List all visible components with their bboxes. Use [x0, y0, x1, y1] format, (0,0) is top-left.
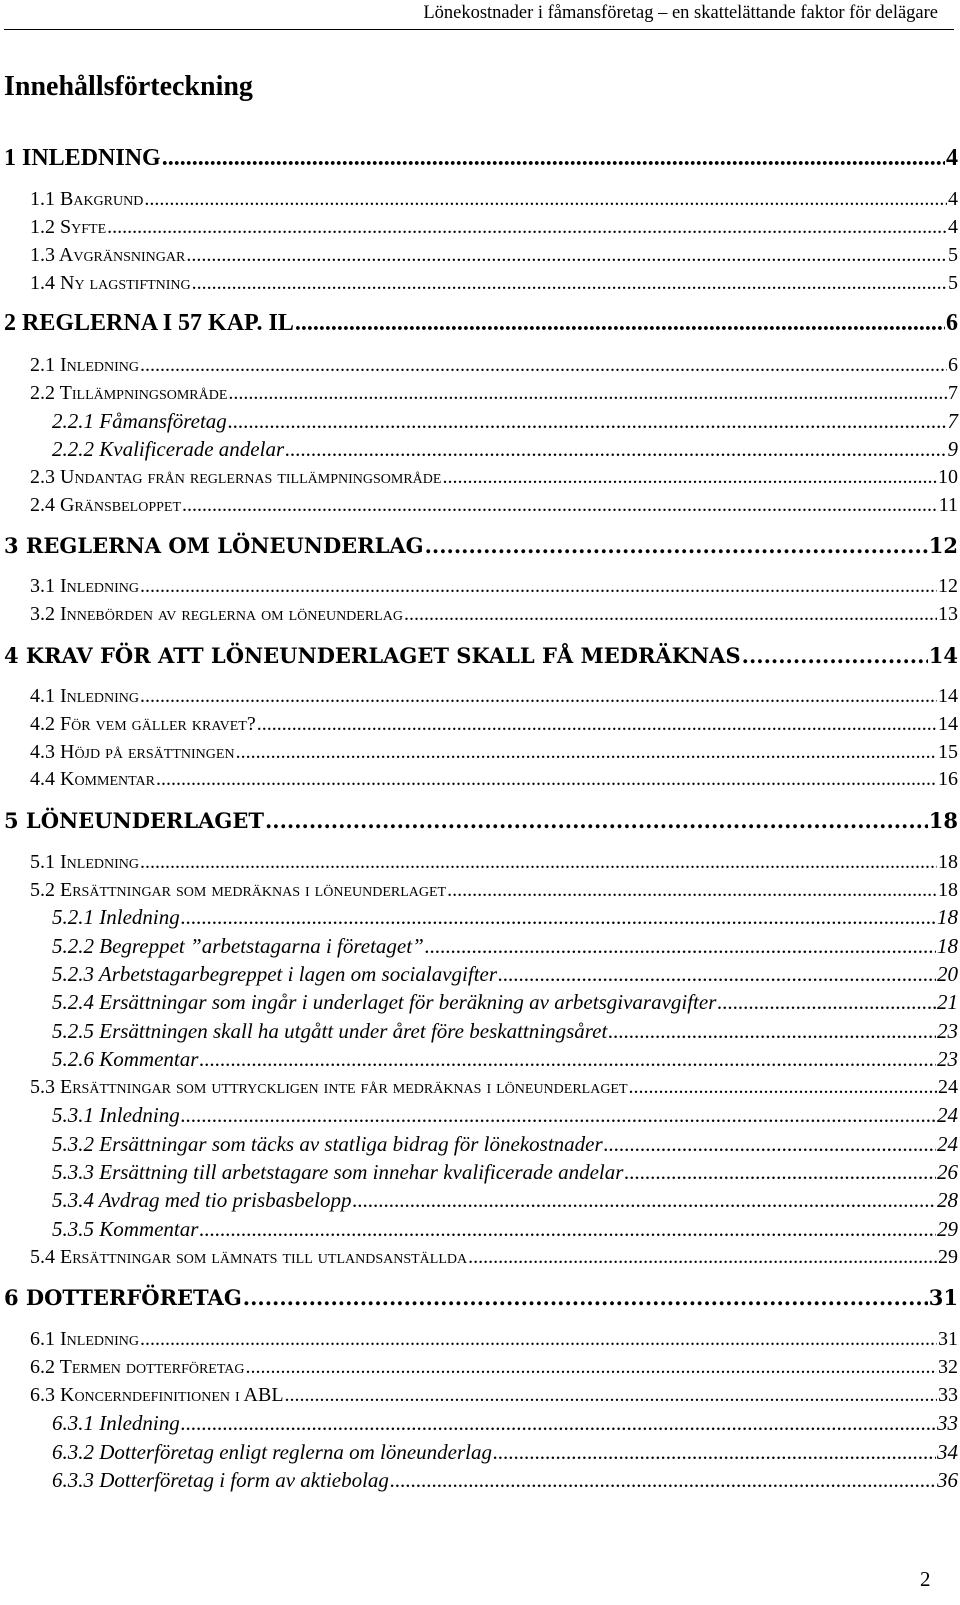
- toc-entry-page: 33: [938, 1384, 958, 1406]
- toc-entry-title: 5.3 Ersättningar som uttryckligen inte får medräknas i löneunderlaget: [30, 1076, 628, 1098]
- dot-leader: [404, 603, 937, 626]
- toc-entry-page: 15: [938, 741, 958, 763]
- toc-entry-page: 12: [938, 575, 958, 597]
- toc-entry-title: 1.4 Ny lagstiftning: [30, 272, 191, 294]
- dot-leader: [608, 1019, 936, 1044]
- toc-entry[interactable]: [30, 851, 958, 874]
- toc-entry-page: 36: [937, 1468, 958, 1492]
- toc-entry-page: 29: [937, 1217, 958, 1241]
- toc-entry-page: 26: [937, 1160, 958, 1184]
- toc-entry[interactable]: [30, 685, 958, 708]
- toc-entry-page: 12: [928, 533, 958, 558]
- toc-entry[interactable]: [30, 603, 958, 626]
- toc-entry-page: 24: [937, 1132, 958, 1156]
- toc-entry[interactable]: [52, 990, 958, 1015]
- toc-entry-title: 1.2 Syfte: [30, 216, 107, 238]
- dot-leader: [192, 272, 947, 295]
- toc-entry[interactable]: [52, 905, 958, 930]
- toc-entry[interactable]: [4, 533, 958, 558]
- toc-entry[interactable]: [4, 310, 958, 337]
- toc-entry[interactable]: [30, 354, 958, 377]
- toc-entry-page: 33: [937, 1411, 958, 1435]
- toc-entry-page: 18: [937, 934, 958, 958]
- toc-entry-page: 14: [938, 685, 958, 707]
- toc-entry[interactable]: [52, 1411, 958, 1436]
- toc-entry-page: 4: [948, 188, 958, 210]
- dot-leader: [425, 533, 928, 558]
- toc-entry-title: 2.1 Inledning: [30, 354, 139, 376]
- toc-entry-title: 5.4 Ersättningar som lämnats till utlandsanställda: [30, 1246, 468, 1268]
- dot-leader: [186, 244, 947, 267]
- toc-entry-title: 2.2.1 Fåmansföretag: [52, 409, 227, 433]
- dot-leader: [181, 1103, 936, 1128]
- toc-entry-page: 24: [937, 1103, 958, 1127]
- toc-entry-page: 18: [938, 851, 958, 873]
- toc-entry-title: 5.3.5 Kommentar: [52, 1217, 199, 1241]
- toc-entry[interactable]: [4, 1285, 958, 1310]
- toc-entry-title: 5.2.4 Ersättningar som ingår i underlaget för beräkning av arbetsgivaravgifter: [52, 990, 717, 1014]
- toc-entry-page: 4: [948, 216, 958, 238]
- toc-entry-title: 4.1 Inledning: [30, 685, 139, 707]
- toc-entry-page: 13: [938, 603, 958, 625]
- toc-entry-page: 6: [946, 310, 958, 336]
- toc-entry[interactable]: [52, 1160, 958, 1185]
- toc-entry-title: 6 DOTTERFÖRETAG: [4, 1285, 242, 1310]
- page-number: 2: [920, 1567, 931, 1591]
- toc-entry-page: 29: [938, 1246, 958, 1268]
- dot-leader: [182, 494, 938, 517]
- toc-entry[interactable]: [30, 741, 958, 764]
- toc-entry-title: 5.2.1 Inledning: [52, 905, 180, 929]
- toc-entry-title: 1 INLEDNING: [4, 145, 161, 171]
- toc-entry-page: 18: [937, 905, 958, 929]
- toc-entry-title: 1.1 Bakgrund: [30, 188, 144, 210]
- dot-leader: [243, 1285, 928, 1310]
- toc-entry-title: 5 LÖNEUNDERLAGET: [4, 808, 264, 833]
- toc-entry[interactable]: [52, 1217, 958, 1242]
- toc-entry[interactable]: [30, 216, 958, 239]
- toc-entry[interactable]: [30, 768, 958, 791]
- toc-entry-page: 5: [948, 272, 958, 294]
- toc-entry[interactable]: [52, 934, 958, 959]
- toc-entry-page: 11: [938, 494, 958, 516]
- toc-entry-page: 16: [938, 768, 958, 790]
- dot-leader: [140, 575, 937, 598]
- dot-leader: [162, 145, 945, 172]
- toc-entry-page: 18: [938, 879, 958, 901]
- toc-entry-title: 2.3 Undantag från reglernas tillämpningsområde: [30, 466, 442, 488]
- toc-entry[interactable]: [52, 1440, 958, 1465]
- dot-leader: [199, 1047, 936, 1072]
- dot-leader: [285, 1384, 937, 1407]
- toc-entry-title: 6.1 Inledning: [30, 1328, 139, 1350]
- toc-entry[interactable]: [52, 1019, 958, 1044]
- toc-entry[interactable]: [30, 466, 958, 489]
- toc-entry-page: 14: [928, 643, 958, 668]
- dot-leader: [352, 1188, 936, 1213]
- toc-entry-title: 6.2 Termen dotterföretag: [30, 1356, 245, 1378]
- toc-entry-page: 23: [937, 1047, 958, 1071]
- toc-entry-page: 10: [938, 466, 958, 488]
- dot-leader: [156, 768, 937, 791]
- toc-entry[interactable]: [30, 1076, 958, 1099]
- toc-entry[interactable]: [30, 1356, 958, 1379]
- dot-leader: [144, 188, 947, 211]
- dot-leader: [624, 1160, 936, 1185]
- toc-entry-title: 4.3 Höjd på ersättningen: [30, 741, 235, 763]
- toc-entry-title: 6.3.2 Dotterföretag enligt reglerna om löneunderlag: [52, 1440, 492, 1464]
- dot-leader: [181, 905, 936, 930]
- toc-entry-page: 34: [937, 1440, 958, 1464]
- toc-entry-page: 7: [948, 382, 958, 404]
- toc-entry[interactable]: [30, 244, 958, 267]
- toc-entry[interactable]: [52, 1188, 958, 1213]
- dot-leader: [425, 934, 936, 959]
- dot-leader: [447, 879, 937, 902]
- toc-entry[interactable]: [4, 643, 958, 668]
- toc-entry-title: 4.2 För vem gäller kravet?: [30, 713, 256, 735]
- toc-entry-page: 20: [937, 962, 958, 986]
- dot-leader: [181, 1411, 936, 1436]
- toc-entry-title: 5.3.1 Inledning: [52, 1103, 180, 1127]
- dot-leader: [246, 1356, 937, 1379]
- toc-entry[interactable]: [30, 575, 958, 598]
- toc-entry-title: 5.2.5 Ersättningen skall ha utgått under året före beskattningsåret: [52, 1019, 608, 1043]
- toc-entry-page: 23: [937, 1019, 958, 1043]
- toc-entry-title: 5.2.6 Kommentar: [52, 1047, 199, 1071]
- toc-entry-page: 5: [948, 244, 958, 266]
- toc-entry[interactable]: [30, 1384, 958, 1407]
- toc-entry[interactable]: [52, 1468, 958, 1493]
- dot-leader: [498, 962, 936, 987]
- dot-leader: [107, 216, 947, 239]
- toc-entry-title: 3 REGLERNA OM LÖNEUNDERLAG: [4, 533, 424, 558]
- toc-entry-page: 9: [947, 437, 958, 461]
- dot-leader: [257, 713, 937, 736]
- toc-entry-title: 4.4 Kommentar: [30, 768, 155, 790]
- toc-entry[interactable]: [4, 145, 958, 172]
- dot-leader: [140, 685, 937, 708]
- toc-entry[interactable]: [52, 1132, 958, 1157]
- dot-leader: [717, 990, 936, 1015]
- dot-leader: [228, 409, 947, 434]
- toc-entry-title: 2.2.2 Kvalificerade andelar: [52, 437, 285, 461]
- toc-entry-title: 5.2 Ersättningar som medräknas i löneunderlaget: [30, 879, 447, 901]
- toc-title: Innehållsförteckning: [4, 71, 253, 102]
- toc-entry-title: 2.2 Tillämpningsområde: [30, 382, 228, 404]
- toc-entry[interactable]: [30, 1328, 958, 1351]
- toc-entry-page: 31: [938, 1328, 958, 1350]
- dot-leader: [629, 1076, 937, 1099]
- toc-entry[interactable]: [30, 382, 958, 405]
- toc-entry-title: 1.3 Avgränsningar: [30, 244, 186, 266]
- toc-entry-title: 6.3.3 Dotterföretag i form av aktiebolag: [52, 1468, 389, 1492]
- toc-entry-title: 5.3.4 Avdrag med tio prisbasbelopp: [52, 1188, 352, 1212]
- dot-leader: [228, 382, 947, 405]
- toc-entry[interactable]: [30, 879, 958, 902]
- dot-leader: [742, 643, 928, 668]
- toc-entry-page: 7: [947, 409, 958, 433]
- dot-leader: [442, 466, 937, 489]
- toc-entry-page: 4: [946, 145, 958, 171]
- toc-entry[interactable]: [52, 962, 958, 987]
- dot-leader: [236, 741, 937, 764]
- toc-entry-title: 4 KRAV FÖR ATT LÖNEUNDERLAGET SKALL FÅ MEDRÄKNAS: [4, 643, 741, 668]
- dot-leader: [140, 851, 937, 874]
- toc-entry-title: 2 REGLERNA I 57 KAP. IL: [4, 310, 294, 336]
- toc-entry[interactable]: [4, 808, 958, 833]
- toc-entry[interactable]: [52, 437, 958, 462]
- toc-entry-title: 5.1 Inledning: [30, 851, 139, 873]
- toc-entry[interactable]: [30, 1246, 958, 1269]
- toc-entry-page: 32: [938, 1356, 958, 1378]
- toc-entry-title: 6.3.1 Inledning: [52, 1411, 180, 1435]
- dot-leader: [265, 808, 928, 833]
- dot-leader: [295, 310, 945, 337]
- dot-leader: [390, 1468, 936, 1493]
- toc-entry-page: 24: [938, 1076, 958, 1098]
- dot-leader: [468, 1246, 937, 1269]
- toc-entry-page: 28: [937, 1188, 958, 1212]
- dot-leader: [199, 1217, 936, 1242]
- dot-leader: [285, 437, 946, 462]
- dot-leader: [140, 1328, 937, 1351]
- toc-entry-page: 18: [928, 808, 958, 833]
- dot-leader: [604, 1132, 936, 1157]
- toc-entry-title: 5.3.3 Ersättning till arbetstagare som innehar kvalificerade andelar: [52, 1160, 624, 1184]
- toc-entry-page: 14: [938, 713, 958, 735]
- toc-entry-page: 31: [928, 1285, 958, 1310]
- toc-entry-title: 3.2 Innebörden av reglerna om löneunderlag: [30, 603, 403, 625]
- toc-entry-title: 5.2.2 Begreppet ”arbetstagarna i företaget”: [52, 934, 424, 958]
- toc-entry-title: 5.3.2 Ersättningar som täcks av statliga bidrag för lönekostnader: [52, 1132, 603, 1156]
- dot-leader: [493, 1440, 936, 1465]
- toc-entry[interactable]: [30, 188, 958, 211]
- toc-entry-title: 6.3 Koncerndefinitionen i ABL: [30, 1384, 284, 1406]
- toc-entry[interactable]: [30, 713, 958, 736]
- toc-entry-title: 3.1 Inledning: [30, 575, 139, 597]
- toc-entry-page: 6: [948, 354, 958, 376]
- toc-entry[interactable]: [30, 494, 958, 517]
- toc-entry-title: 2.4 Gränsbeloppet: [30, 494, 182, 516]
- dot-leader: [140, 354, 947, 377]
- toc-entry[interactable]: [52, 1047, 958, 1072]
- toc-entry-page: 21: [937, 990, 958, 1014]
- toc-entry-title: 5.2.3 Arbetstagarbegreppet i lagen om socialavgifter: [52, 962, 498, 986]
- toc-entry[interactable]: [52, 1103, 958, 1128]
- running-title: Lönekostnader i fåmansföretag – en skattelättande faktor för delägare: [423, 3, 938, 23]
- toc-entry[interactable]: [52, 409, 958, 434]
- toc-entry[interactable]: [30, 272, 958, 295]
